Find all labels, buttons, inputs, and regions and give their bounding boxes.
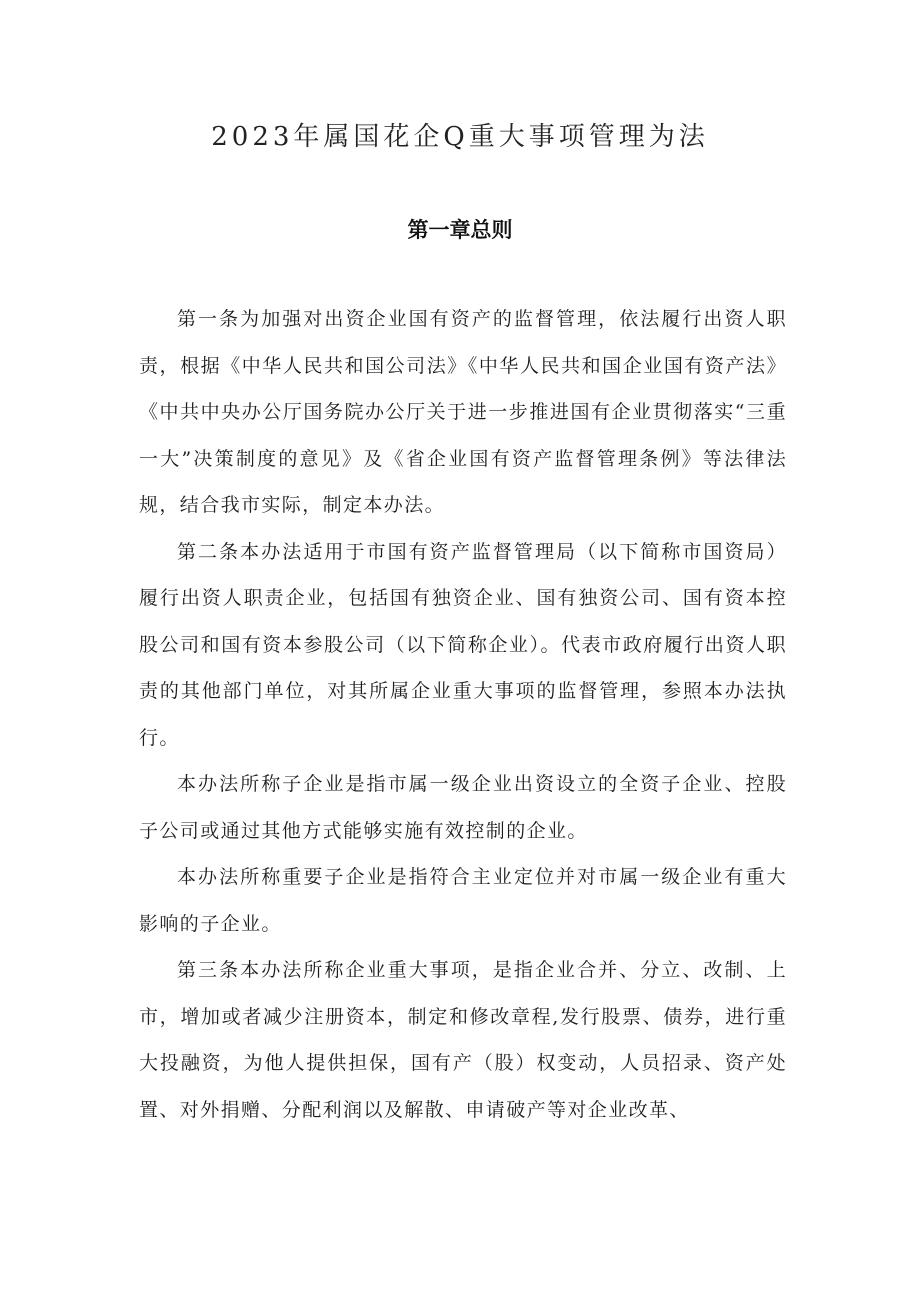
paragraph-subsidiary-definition: 本办法所称子企业是指市属一级企业出资设立的全资子企业、控股子公司或通过其他方式能够实施有效控制的企业。 [139, 773, 787, 842]
chapter-heading: 第一章总则 [407, 218, 513, 242]
document-title: 2023年属国花企Q重大事项管理为法 [211, 122, 709, 152]
paragraph-article-3: 第三条本办法所称企业重大事项，是指企业合并、分立、改制、上市，增加或者减少注册资本，制定和修改章程,发行股票、债券，进行重大投融资，为他人提供担保，国有产（股）权变动，人员招录、资产处置、对外捐赠、分配利润以及解散、申请破产等对企业改革、 [139, 959, 787, 1121]
paragraph-article-2: 第二条本办法适用于市国有资产监督管理局（以下简称市国资局）履行出资人职责企业，包括国有独资企业、国有独资公司、国有资本控股公司和国有资本参股公司（以下简称企业）。代表市政府履行出资人职责的其他部门单位，对其所属企业重大事项的监督管理，参照本办法执行。 [139, 540, 787, 749]
document-body [139, 296, 787, 1133]
paragraph-important-subsidiary-definition: 本办法所称重要子企业是指符合主业定位并对市属一级企业有重大影响的子企业。 [139, 866, 787, 935]
paragraph-article-1: 第一条为加强对出资企业国有资产的监督管理，依法履行出资人职责，根据《中华人民共和国公司法》《中华人民共和国企业国有资产法》《中共中央办公厅国务院办公厅关于进一步推进国有企业贯彻落实“三重一大”决策制度的意见》及《省企业国有资产监督管理条例》等法律法规，结合我市实际，制定本办法。 [139, 308, 787, 516]
